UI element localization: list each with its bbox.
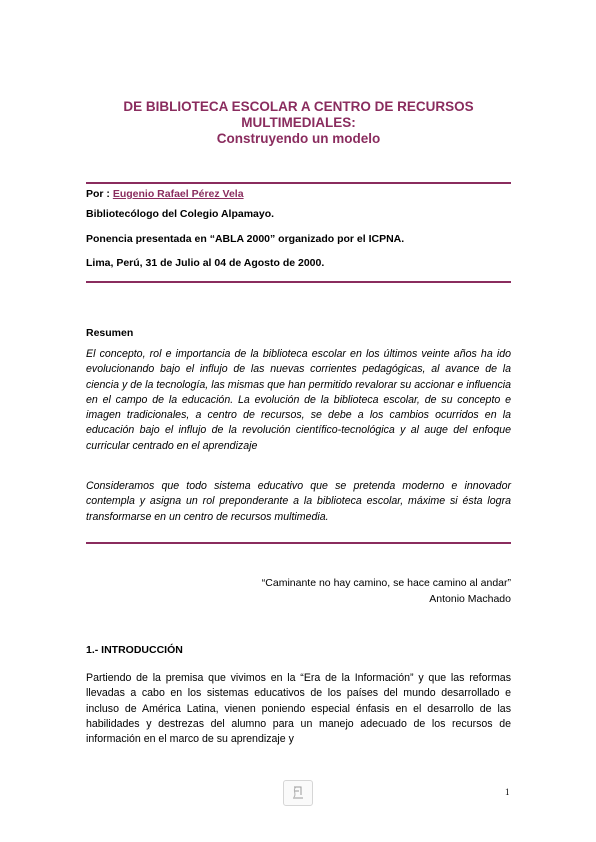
section-paragraph: Partiendo de la premisa que vivimos en la “Era de la Información” y que las reformas llevadas a cabo en los sistemas educativos de los países del mundo desarrollado e incluso de América Latina, vienen poniendo especial énfasis en el desarrollo de las habilidades y destrezas del alumno para un manejo adecuado de los recursos de información en el marco de su aprendizaje y [86,672,511,746]
author-position: Bibliotecólogo del Colegio Alpamayo. [86,208,275,220]
epigraph-attribution: Antonio Machado [429,593,511,605]
page-number: 1 [505,787,510,797]
author-link[interactable]: Eugenio Rafael Pérez Vela [112,188,244,200]
divider-author [86,281,511,283]
abstract-paragraph-2: Consideramos que todo sistema educativo que se pretenda moderno e innovador contempla y asigna un rol preponderante a la biblioteca escolar, máxime si ésta logra transformarse en un centro de recursos multimedia. [86,480,511,523]
document-icon [283,780,313,806]
document-icon-glyph [284,781,312,805]
divider-abstract [86,542,511,544]
place-date-line: Lima, Perú, 31 de Julio al 04 de Agosto de 2000. [86,257,325,269]
title-line-3: Construyendo un modelo [216,131,381,146]
abstract-paragraph-1: El concepto, rol e importancia de la biblioteca escolar en los últimos veinte años ha ido evolucionando bajo el influjo de las nuevas corrientes pedagógicas, al avance de la ciencia y de la tecnología, las mismas que han permitido revalorar su accionar e influencia en el campo de la educación. La evolución de la biblioteca escolar, de su concepto e imagen tradicionales, a centro de recursos, se debe a los cambios ocurridos en la educación bajo el influjo de la revolución científico-tecnológica y al auge del enfoque curricular centrado en el aprendizaje [86,348,511,452]
title-line-2: MULTIMEDIALES: [241,115,356,130]
event-line: Ponencia presentada en “ABLA 2000” organizado por el ICPNA. [86,233,405,245]
section-heading: 1.- INTRODUCCIÓN [86,644,183,656]
divider-top [86,182,511,184]
epigraph-quote: “Caminante no hay camino, se hace camino al andar” [261,577,511,589]
by-label: Por : [86,188,113,200]
author-line [86,188,244,201]
abstract-heading: Resumen [86,327,134,339]
title-line-1: DE BIBLIOTECA ESCOLAR A CENTRO DE RECURSOS [123,99,474,114]
